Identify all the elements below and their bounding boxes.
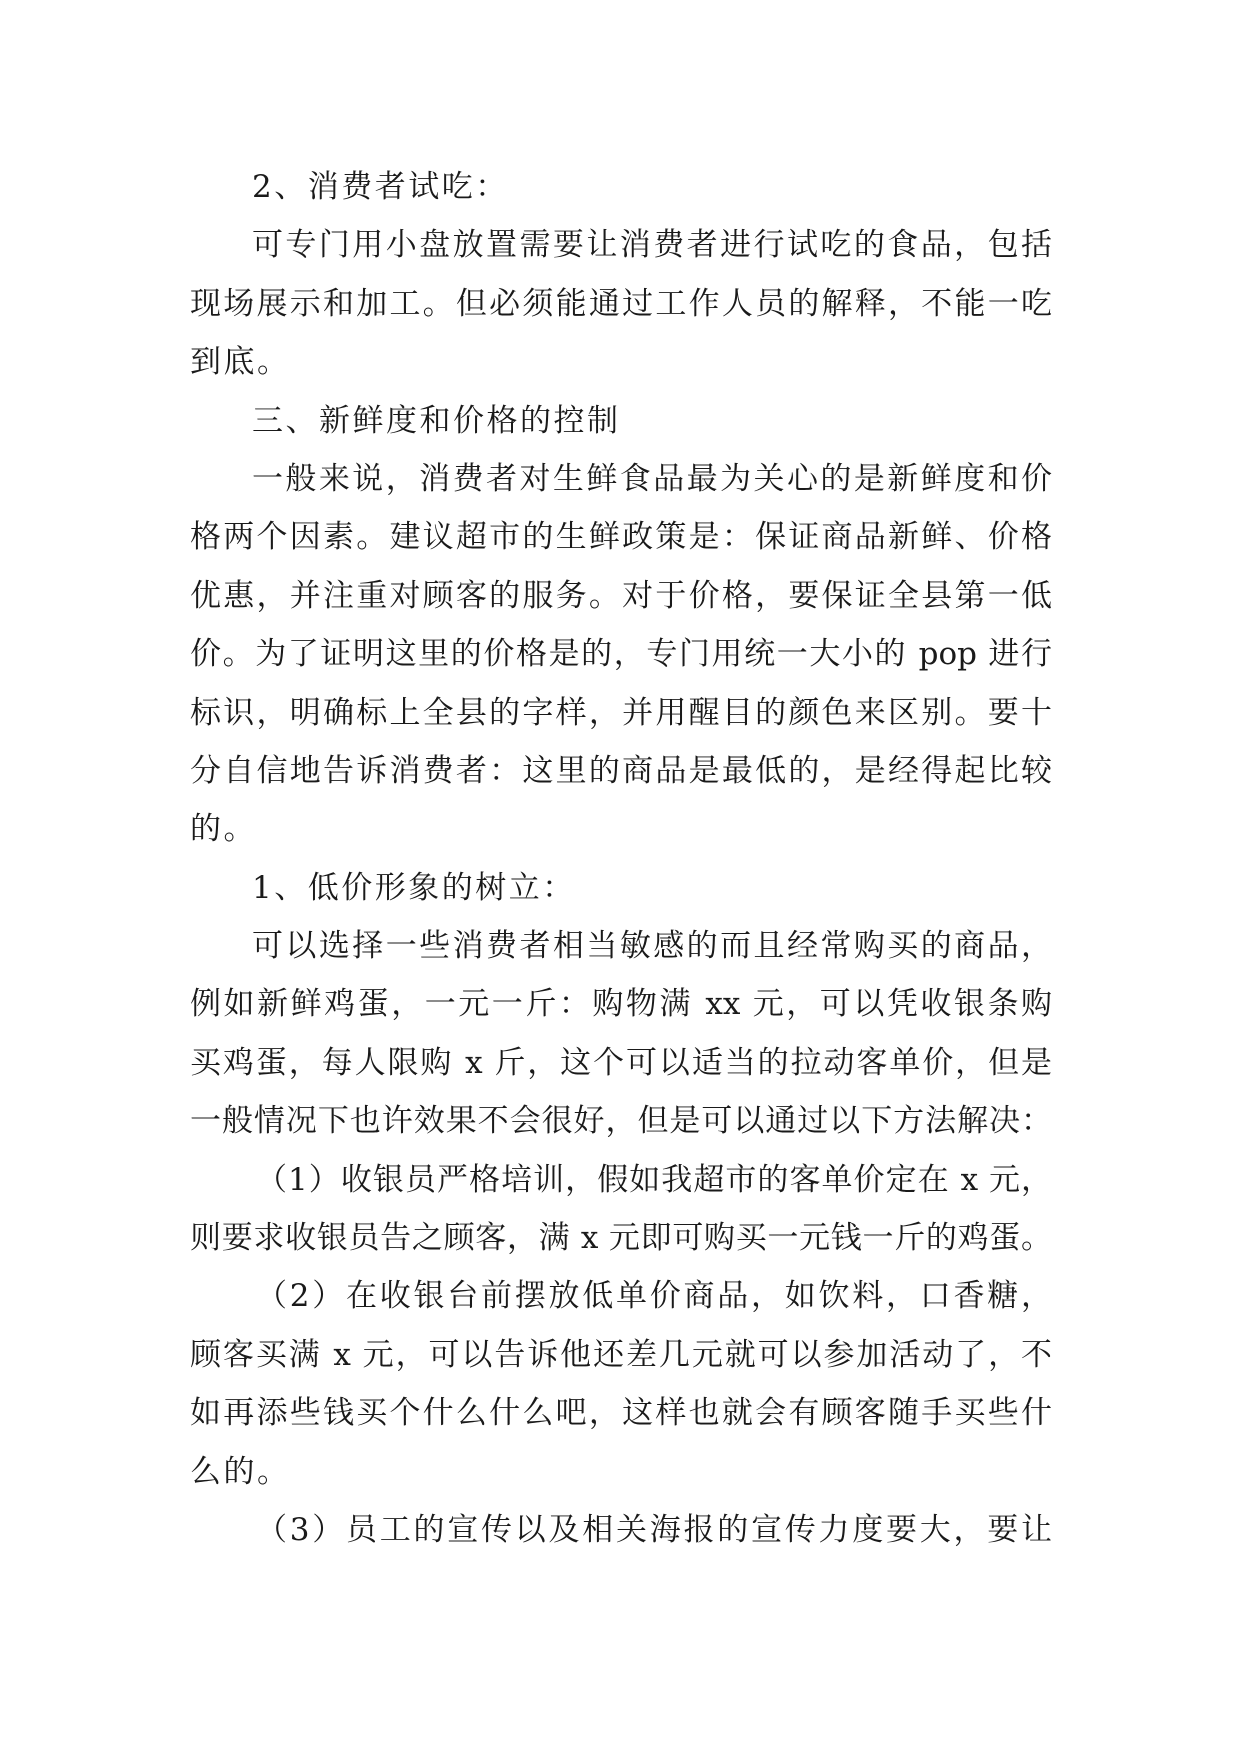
section-heading-freshness-price: 三、新鲜度和价格的控制 xyxy=(252,402,621,439)
paragraph-line: 价。为了证明这里的价格是的，专门用统一大小的 pop 进行 xyxy=(190,636,1052,673)
list-item-line: （1）收银员严格培训，假如我超市的客单价定在 x 元， xyxy=(256,1161,1052,1198)
paragraph-line: 例如新鲜鸡蛋，一元一斤：购物满 xx 元，可以凭收银条购 xyxy=(190,986,1052,1023)
paragraph-line: 可专门用小盘放置需要让消费者进行试吃的食品，包括 xyxy=(252,227,1052,264)
paragraph-line: 现场展示和加工。但必须能通过工作人员的解释，不能一吃 xyxy=(190,285,1052,322)
subheading-consumer-tasting: 2、消费者试吃： xyxy=(252,169,509,205)
list-item-line: 么的。 xyxy=(190,1453,291,1490)
list-item-line: 则要求收银员告之顾客，满 x 元即可购买一元钱一斤的鸡蛋。 xyxy=(190,1220,1052,1257)
paragraph-line: 买鸡蛋，每人限购 x 斤，这个可以适当的拉动客单价，但是 xyxy=(190,1044,1052,1081)
paragraph-line: 到底。 xyxy=(190,344,291,381)
subheading-low-price-image: 1、低价形象的树立： xyxy=(252,869,576,906)
paragraph-line: 可以选择一些消费者相当敏感的而且经常购买的商品， xyxy=(252,928,1052,965)
list-item-line: 如再添些钱买个什么什么吧，这样也就会有顾客随手买些什 xyxy=(190,1395,1052,1432)
list-item-line: （2）在收银台前摆放低单价商品，如饮料，口香糖， xyxy=(256,1278,1052,1315)
paragraph-line: 一般情况下也许效果不会很好，但是可以通过以下方法解决： xyxy=(190,1103,1052,1140)
paragraph-line: 格两个因素。建议超市的生鲜政策是：保证商品新鲜、价格 xyxy=(190,519,1052,556)
paragraph-line: 分自信地告诉消费者：这里的商品是最低的，是经得起比较 xyxy=(190,752,1052,789)
paragraph-line: 标识，明确标上全县的字样，并用醒目的颜色来区别。要十 xyxy=(190,694,1052,731)
paragraph-line: 的。 xyxy=(190,811,257,848)
list-item-line: （3）员工的宣传以及相关海报的宣传力度要大，要让 xyxy=(256,1511,1052,1548)
paragraph-line: 一般来说，消费者对生鲜食品最为关心的是新鲜度和价 xyxy=(252,460,1052,497)
list-item-line: 顾客买满 x 元，可以告诉他还差几元就可以参加活动了，不 xyxy=(190,1336,1052,1373)
paragraph-line: 优惠，并注重对顾客的服务。对于价格，要保证全县第一低 xyxy=(190,577,1052,614)
document-body xyxy=(190,158,1052,1559)
